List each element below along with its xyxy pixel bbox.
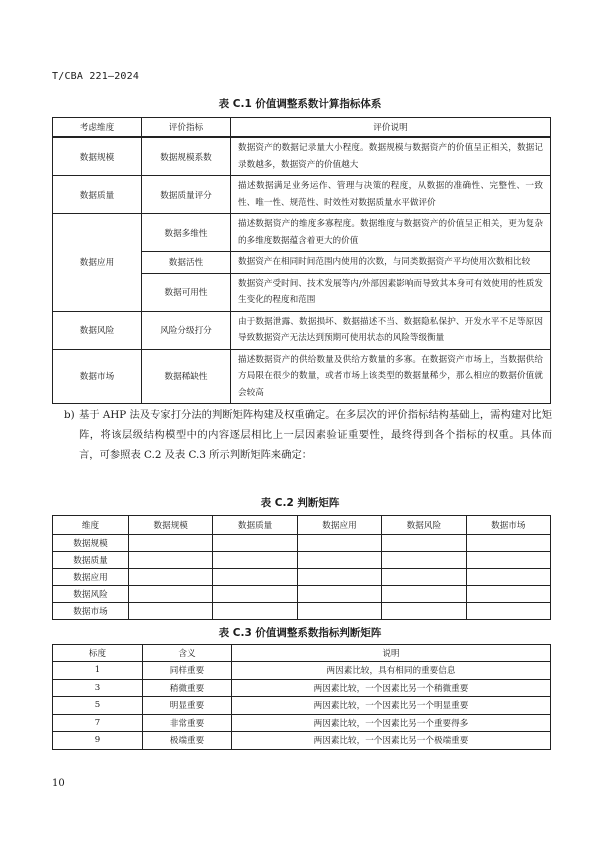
indicator-cell: 数据质量评分 bbox=[142, 176, 231, 214]
explanation-cell: 两因素比较，具有相同的重要信息 bbox=[232, 662, 551, 680]
header-cell: 数据市场 bbox=[466, 516, 550, 535]
indicator-cell: 数据多维性 bbox=[142, 214, 231, 252]
row-label: 数据风险 bbox=[53, 586, 129, 603]
dimension-cell: 数据规模 bbox=[53, 137, 142, 176]
table-row bbox=[53, 552, 551, 569]
table-row bbox=[53, 679, 551, 697]
header-cell: 数据质量 bbox=[213, 516, 297, 535]
table-row bbox=[53, 349, 551, 404]
dimension-cell: 数据风险 bbox=[53, 311, 142, 349]
indicator-system-table bbox=[52, 117, 551, 404]
indicator-cell: 数据活性 bbox=[142, 252, 231, 274]
description-cell: 由于数据泄露、数据损坏、数据描述不当、数据隐私保护、开发水平不足等原因导致数据资产无法达到预期可使用状态的风险等级衡量 bbox=[231, 311, 551, 349]
indicator-cell: 风险分级打分 bbox=[142, 311, 231, 349]
table-row bbox=[53, 176, 551, 214]
table-row bbox=[53, 311, 551, 349]
row-label: 数据规模 bbox=[53, 535, 129, 552]
header-cell: 评价指标 bbox=[142, 118, 231, 138]
description-cell: 描述数据满足业务运作、管理与决策的程度，从数据的准确性、完整性、一致性、唯一性、规范性、时效性对数据质量水平做评价 bbox=[231, 176, 551, 214]
dimension-cell: 数据应用 bbox=[53, 214, 142, 312]
table-header-row bbox=[53, 118, 551, 138]
list-label: b) bbox=[64, 409, 75, 421]
header-cell: 考虑维度 bbox=[53, 118, 142, 138]
row-label: 数据质量 bbox=[53, 552, 129, 569]
document-code: T/CBA 221—2024 bbox=[52, 71, 140, 82]
meaning-cell: 极端重要 bbox=[143, 732, 232, 750]
description-cell: 数据资产的数据记录量大小程度。数据规模与数据资产的价值呈正相关，数据记录数越多，数据资产的价值越大 bbox=[231, 137, 551, 176]
scale-table bbox=[52, 644, 551, 750]
description-cell: 描述数据资产的供给数量及供给方数量的多寡。在数据资产市场上，当数据供给方局限在很少的数量，或者市场上该类型的数据量稀少，那么相应的数据价值就会较高 bbox=[231, 349, 551, 404]
header-cell: 标度 bbox=[53, 645, 143, 662]
paragraph-text: 基于 AHP 法及专家打分法的判断矩阵构建及权重确定。在多层次的评价指标结构基础上，需构建对比矩阵，将该层级结构模型中的内容逐层相比上一层因素验证重要性，最终得到各个指标的权重。具体而言，可参照表 C.2 及表 C.3 所示判断矩阵来确定： bbox=[79, 409, 552, 461]
header-cell: 数据应用 bbox=[297, 516, 381, 535]
table-row bbox=[53, 569, 551, 586]
table-row bbox=[53, 586, 551, 603]
explanation-cell: 两因素比较，一个因素比另一个明显重要 bbox=[232, 697, 551, 715]
table-row bbox=[53, 137, 551, 176]
table-row bbox=[53, 662, 551, 680]
scale-cell: 3 bbox=[53, 679, 143, 697]
scale-cell: 7 bbox=[53, 714, 143, 732]
explanation-cell: 两因素比较，一个因素比另一个稍微重要 bbox=[232, 679, 551, 697]
header-cell: 数据风险 bbox=[382, 516, 466, 535]
explanation-cell: 两因素比较，一个因素比另一个极端重要 bbox=[232, 732, 551, 750]
explanation-cell: 两因素比较，一个因素比另一个重要得多 bbox=[232, 714, 551, 732]
table-row bbox=[53, 535, 551, 552]
table1-caption: 表 C.1 价值调整系数计算指标体系 bbox=[218, 98, 382, 110]
header-cell: 说明 bbox=[232, 645, 551, 662]
table-header-row bbox=[53, 645, 551, 662]
header-cell: 维度 bbox=[53, 516, 129, 535]
indicator-cell: 数据可用性 bbox=[142, 273, 231, 311]
body-paragraph bbox=[64, 405, 552, 465]
dimension-cell: 数据质量 bbox=[53, 176, 142, 214]
table-row bbox=[53, 214, 551, 252]
row-label: 数据市场 bbox=[53, 603, 129, 620]
scale-cell: 5 bbox=[53, 697, 143, 715]
header-cell: 含义 bbox=[143, 645, 232, 662]
table-header-row bbox=[53, 516, 551, 535]
scale-cell: 1 bbox=[53, 662, 143, 680]
description-cell: 数据资产受时间、技术发展等内/外部因素影响而导致其本身可有效使用的性质发生变化的程度和范围 bbox=[231, 273, 551, 311]
table2-caption: 表 C.2 判断矩阵 bbox=[260, 497, 340, 509]
table-row bbox=[53, 603, 551, 620]
indicator-cell: 数据稀缺性 bbox=[142, 349, 231, 404]
table-row bbox=[53, 697, 551, 715]
row-label: 数据应用 bbox=[53, 569, 129, 586]
table-row bbox=[53, 714, 551, 732]
page-number: 10 bbox=[52, 778, 65, 789]
header-cell: 数据规模 bbox=[129, 516, 213, 535]
table3-caption: 表 C.3 价值调整系数指标判断矩阵 bbox=[218, 627, 382, 639]
description-cell: 数据资产在相同时间范围内使用的次数，与同类数据资产平均使用次数相比较 bbox=[231, 252, 551, 274]
meaning-cell: 明显重要 bbox=[143, 697, 232, 715]
scale-cell: 9 bbox=[53, 732, 143, 750]
dimension-cell: 数据市场 bbox=[53, 349, 142, 404]
indicator-cell: 数据规模系数 bbox=[142, 137, 231, 176]
meaning-cell: 同样重要 bbox=[143, 662, 232, 680]
meaning-cell: 稍微重要 bbox=[143, 679, 232, 697]
table-row bbox=[53, 732, 551, 750]
meaning-cell: 非常重要 bbox=[143, 714, 232, 732]
header-cell: 评价说明 bbox=[231, 118, 551, 138]
description-cell: 描述数据资产的维度多寡程度。数据维度与数据资产的价值呈正相关，更为复杂的多维度数据蕴含着更大的价值 bbox=[231, 214, 551, 252]
judgment-matrix-table bbox=[52, 515, 551, 620]
